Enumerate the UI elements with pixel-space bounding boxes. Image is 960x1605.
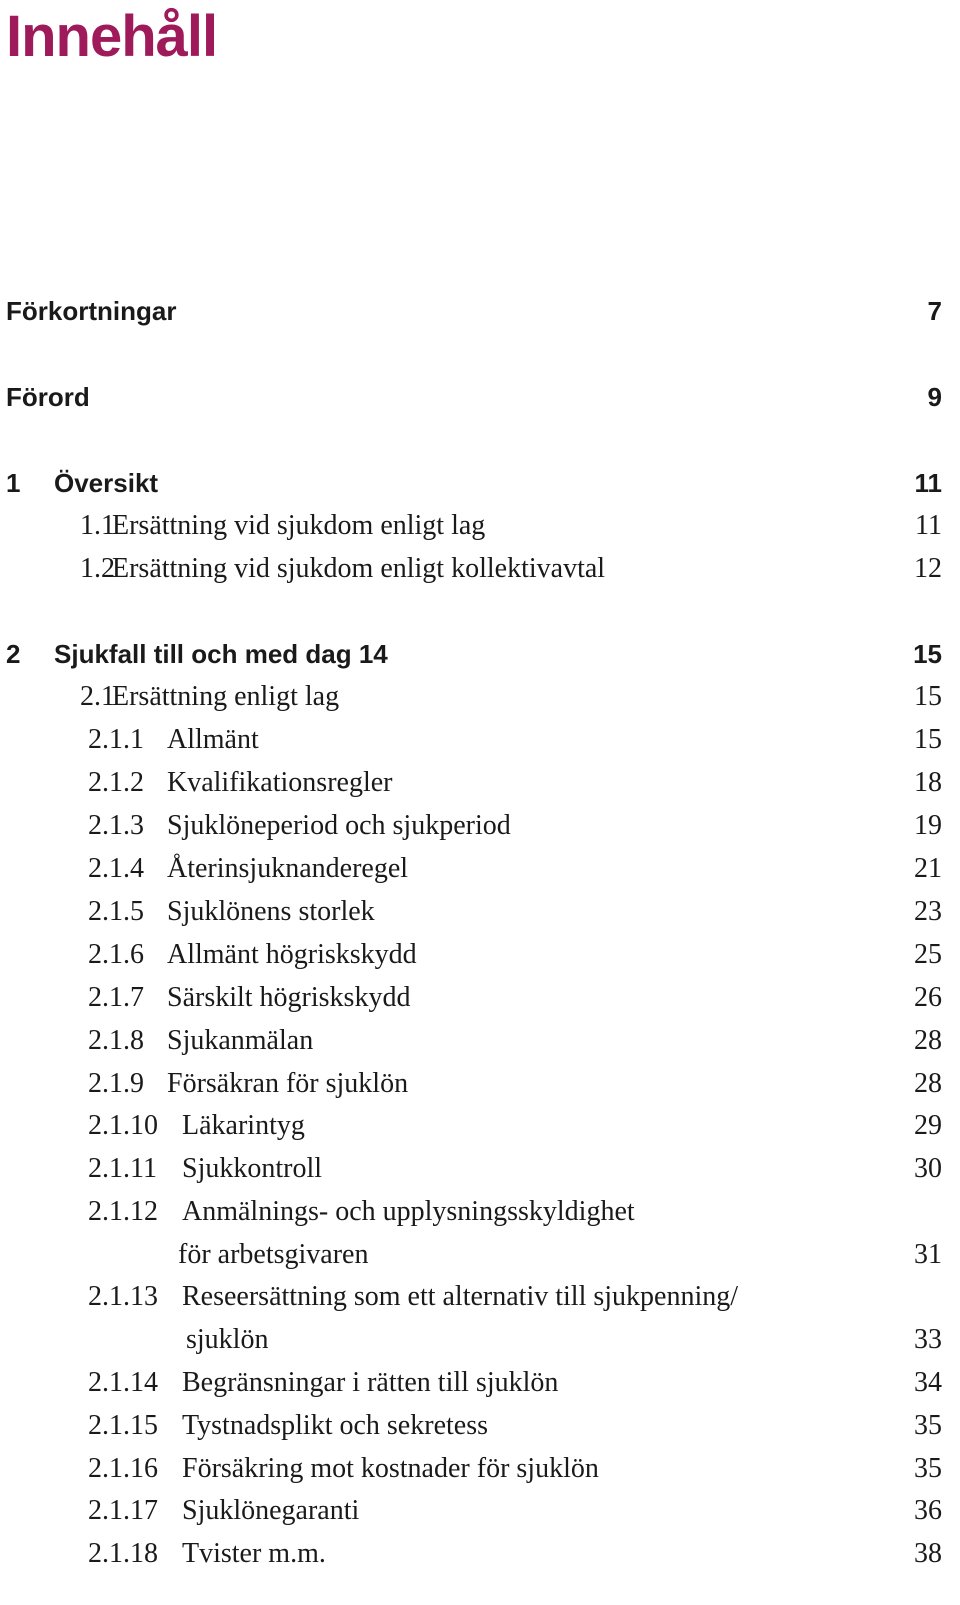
- toc-number: 2.1.6: [88, 939, 144, 970]
- toc-number: 2.1.9: [88, 1068, 144, 1099]
- toc-section-row: [0, 933, 960, 977]
- toc-label: för arbetsgivaren: [178, 1239, 369, 1270]
- toc-label: Kvalifikationsregler: [167, 767, 393, 798]
- toc-chapter-row: [0, 289, 960, 333]
- toc-section-row: [0, 1190, 960, 1234]
- toc-page-number: 30: [914, 1153, 942, 1184]
- toc-page-number: 25: [914, 939, 942, 970]
- toc-label: Ersättning vid sjukdom enligt lag: [112, 510, 486, 541]
- toc-number: 2.1.16: [88, 1453, 158, 1484]
- toc-number: 2.1.17: [88, 1495, 158, 1526]
- toc-chapter-row: [0, 375, 960, 419]
- toc-page-number: 12: [914, 553, 942, 584]
- toc-number: 2.1.10: [88, 1110, 158, 1141]
- toc-page-number: 29: [914, 1110, 942, 1141]
- toc-chapter-row: [0, 461, 960, 505]
- toc-label: Sjuklönegaranti: [182, 1495, 360, 1526]
- toc-number: 2.1: [80, 681, 115, 712]
- toc-section-row: [0, 761, 960, 805]
- toc-section-row: [0, 1404, 960, 1448]
- toc-section-row: [0, 718, 960, 762]
- toc-section-row: [0, 804, 960, 848]
- toc-section-row: [0, 1147, 960, 1191]
- toc-number: 2.1.2: [88, 767, 144, 798]
- toc-label: Begränsningar i rätten till sjuklön: [182, 1367, 559, 1398]
- toc-number: 2.1.5: [88, 896, 144, 927]
- toc-label: Anmälnings- och upplysningsskyldighet: [182, 1196, 635, 1227]
- toc-page-number: 26: [914, 982, 942, 1013]
- toc-page-number: 38: [914, 1538, 942, 1569]
- toc-label: Översikt: [54, 468, 159, 498]
- toc-number: 2.1.12: [88, 1196, 158, 1227]
- toc-page-number: 31: [914, 1239, 942, 1270]
- toc-number: 2.1.13: [88, 1281, 158, 1312]
- toc-number: 2.1.1: [88, 724, 144, 755]
- toc-label: Läkarintyg: [182, 1110, 305, 1141]
- toc-label: Sjukkontroll: [182, 1153, 323, 1184]
- toc-section-row: [0, 1361, 960, 1405]
- toc-number: 2.1.3: [88, 810, 144, 841]
- toc-label: Särskilt högriskskydd: [167, 982, 411, 1013]
- toc-label: Försäkran för sjuklön: [167, 1068, 409, 1099]
- toc-section-row: [0, 1233, 960, 1277]
- toc-page-number: 15: [914, 681, 942, 712]
- toc-section-row: [0, 1019, 960, 1063]
- toc-label: Ersättning enligt lag: [112, 681, 340, 712]
- toc-label: Reseersättning som ett alternativ till sjukpenning/: [182, 1281, 739, 1312]
- toc-page-number: 11: [914, 468, 942, 498]
- toc-number: 2.1.15: [88, 1410, 158, 1441]
- toc-page-number: 15: [913, 639, 942, 669]
- toc-label: Sjuklönens storlek: [167, 896, 375, 927]
- toc-chapter-row: [0, 632, 960, 676]
- toc-page-number: 35: [914, 1410, 942, 1441]
- toc-number: 2.1.18: [88, 1538, 158, 1569]
- toc-label: Sjukanmälan: [167, 1025, 314, 1056]
- toc-section-row: [0, 504, 960, 548]
- toc-label: Förkortningar: [6, 296, 177, 326]
- toc-section-row: [0, 1532, 960, 1576]
- toc-number: 1.1: [80, 510, 115, 541]
- toc-label: Allmänt: [167, 724, 259, 755]
- toc-page-number: 28: [914, 1025, 942, 1056]
- toc-page-number: 33: [914, 1324, 942, 1355]
- toc-number: 2.1.11: [88, 1153, 157, 1184]
- toc-page-number: 28: [914, 1068, 942, 1099]
- toc-label: Ersättning vid sjukdom enligt kollektivavtal: [112, 553, 606, 584]
- toc-label: Tystnadsplikt och sekretess: [182, 1410, 488, 1441]
- toc-page-number: 36: [914, 1495, 942, 1526]
- toc-section-row: [0, 976, 960, 1020]
- toc-section-row: [0, 1275, 960, 1319]
- toc-number: 2.1.14: [88, 1367, 158, 1398]
- toc-section-row: [0, 1318, 960, 1362]
- toc-section-row: [0, 1447, 960, 1491]
- toc-number: 2.1.4: [88, 853, 144, 884]
- toc-label: Tvister m.m.: [182, 1538, 326, 1569]
- page-title: Innehåll: [6, 4, 218, 69]
- toc-section-row: [0, 675, 960, 719]
- toc-page-number: 34: [914, 1367, 942, 1398]
- toc-page-number: 19: [914, 810, 942, 841]
- toc-label: Återinsjuknanderegel: [167, 853, 409, 884]
- toc-page-number: 11: [915, 510, 942, 541]
- toc-section-row: [0, 1062, 960, 1106]
- toc-label: sjuklön: [186, 1324, 269, 1355]
- toc-page-number: 18: [914, 767, 942, 798]
- toc-number: 2: [6, 639, 21, 669]
- toc-section-row: [0, 847, 960, 891]
- toc-page-number: 15: [914, 724, 942, 755]
- toc-page-number: 7: [927, 296, 942, 326]
- toc-label: Sjukfall till och med dag 14: [54, 639, 388, 669]
- toc-section-row: [0, 547, 960, 591]
- toc-label: Försäkring mot kostnader för sjuklön: [182, 1453, 599, 1484]
- toc-section-row: [0, 1489, 960, 1533]
- toc-page-number: 35: [914, 1453, 942, 1484]
- toc-page-number: 23: [914, 896, 942, 927]
- toc-label: Sjuklöneperiod och sjukperiod: [167, 810, 511, 841]
- toc-number: 2.1.8: [88, 1025, 144, 1056]
- toc-section-row: [0, 890, 960, 934]
- toc-number: 1: [6, 468, 21, 498]
- toc-label: Allmänt högriskskydd: [167, 939, 417, 970]
- toc-label: Förord: [6, 382, 90, 412]
- toc-section-row: [0, 1104, 960, 1148]
- toc-page-number: 21: [914, 853, 942, 884]
- toc-number: 1.2: [80, 553, 115, 584]
- toc-page-number: 9: [927, 382, 942, 412]
- toc-number: 2.1.7: [88, 982, 144, 1013]
